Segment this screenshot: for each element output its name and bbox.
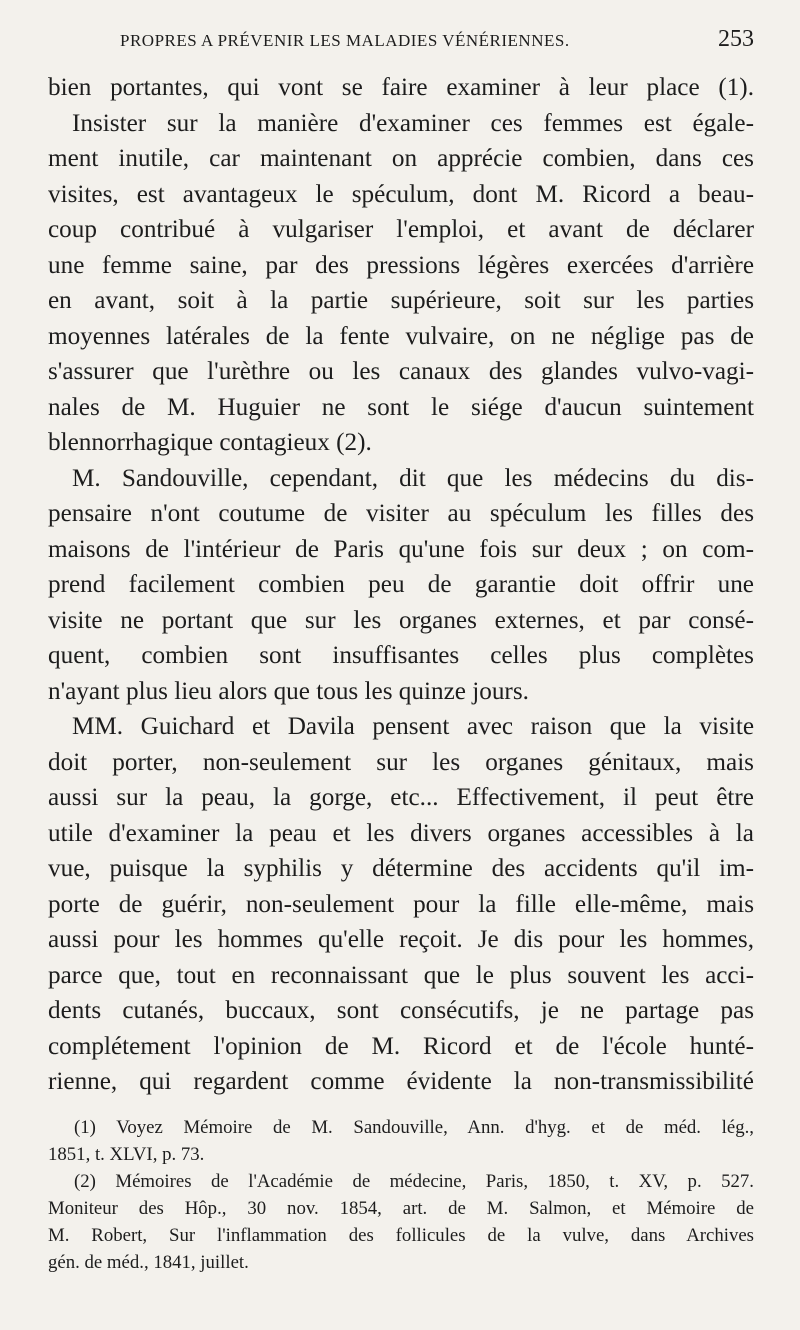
text-line: blennorrhagique contagieux (2). [48,429,372,456]
text-line: prend facilement combien peu de garantie doit offrir une [48,571,754,598]
text-line: aussi pour les hommes qu'elle reçoit. Je dis pour les hommes, [48,926,754,953]
footnote-line: gén. de méd., 1841, juillet. [48,1251,249,1273]
text-line: porte de guérir, non-seulement pour la fille elle-même, mais [48,890,754,918]
text-line: pensaire n'ont coutume de visiter au spéculum les filles des [48,500,754,527]
running-head: PROPRES A PRÉVENIR LES MALADIES VÉNÉRIENNES. [120,31,570,50]
page-number: 253 [718,26,754,52]
text-line: s'assurer que l'urèthre ou les canaux des glandes vulvo-vagi- [48,358,754,385]
footnotes [48,1114,754,1276]
footnote-line: M. Robert, Sur l'inflammation des follicules de la vulve, dans Archives [48,1224,754,1246]
footnote-line: 1851, t. XLVI, p. 73. [48,1143,205,1165]
text-line: visite ne portant que sur les organes externes, et par consé- [48,606,754,634]
text-line: M. Sandouville, cependant, dit que les médecins du dis- [72,464,754,492]
footnote-line: (1) Voyez Mémoire de M. Sandouville, Ann. d'hyg. et de méd. lég., [74,1116,754,1138]
text-line: une femme saine, par des pressions légères exercées d'arrière [48,251,754,279]
text-line: vue, puisque la syphilis y détermine des accidents qu'il im- [48,855,754,882]
text-line: MM. Guichard et Davila pensent avec raison que la visite [72,713,754,740]
text-line: en avant, soit à la partie supérieure, soit sur les parties [48,287,754,314]
text-line: Insister sur la manière d'examiner ces femmes est égale- [72,109,754,137]
text-line: bien portantes, qui vont se faire examiner à leur place (1). [48,74,754,101]
text-line: nales de M. Huguier ne sont le siége d'aucun suintement [48,393,754,421]
body-text [48,70,754,1100]
footnote-line: Moniteur des Hôp., 30 nov. 1854, art. de M. Salmon, et Mémoire de [48,1197,754,1219]
text-line: maisons de l'intérieur de Paris qu'une fois sur deux ; on com- [48,535,754,563]
text-line: parce que, tout en reconnaissant que le plus souvent les acci- [48,961,754,989]
text-line: visites, est avantageux le spéculum, dont M. Ricord a beau- [48,180,754,208]
text-line: aussi sur la peau, la gorge, etc... Effectivement, il peut être [48,784,754,811]
text-line: coup contribué à vulgariser l'emploi, et avant de déclarer [48,216,754,243]
text-line: ment inutile, car maintenant on apprécie combien, dans ces [48,145,754,172]
text-line: n'ayant plus lieu alors que tous les quinze jours. [48,677,529,705]
text-line: doit porter, non-seulement sur les organes génitaux, mais [48,748,754,776]
text-line: quent, combien sont insuffisantes celles plus complètes [48,642,754,669]
footnote-line: (2) Mémoires de l'Académie de médecine, Paris, 1850, t. XV, p. 527. [74,1170,754,1192]
text-line: rienne, qui regardent comme évidente la non-transmissibilité [48,1068,754,1095]
text-line: complétement l'opinion de M. Ricord et de l'école hunté- [48,1032,754,1060]
text-line: moyennes latérales de la fente vulvaire, on ne néglige pas de [48,322,754,350]
text-line: dents cutanés, buccaux, sont consécutifs, je ne partage pas [48,997,754,1024]
text-line: utile d'examiner la peau et les divers organes accessibles à la [48,819,754,847]
page-header [48,26,754,66]
